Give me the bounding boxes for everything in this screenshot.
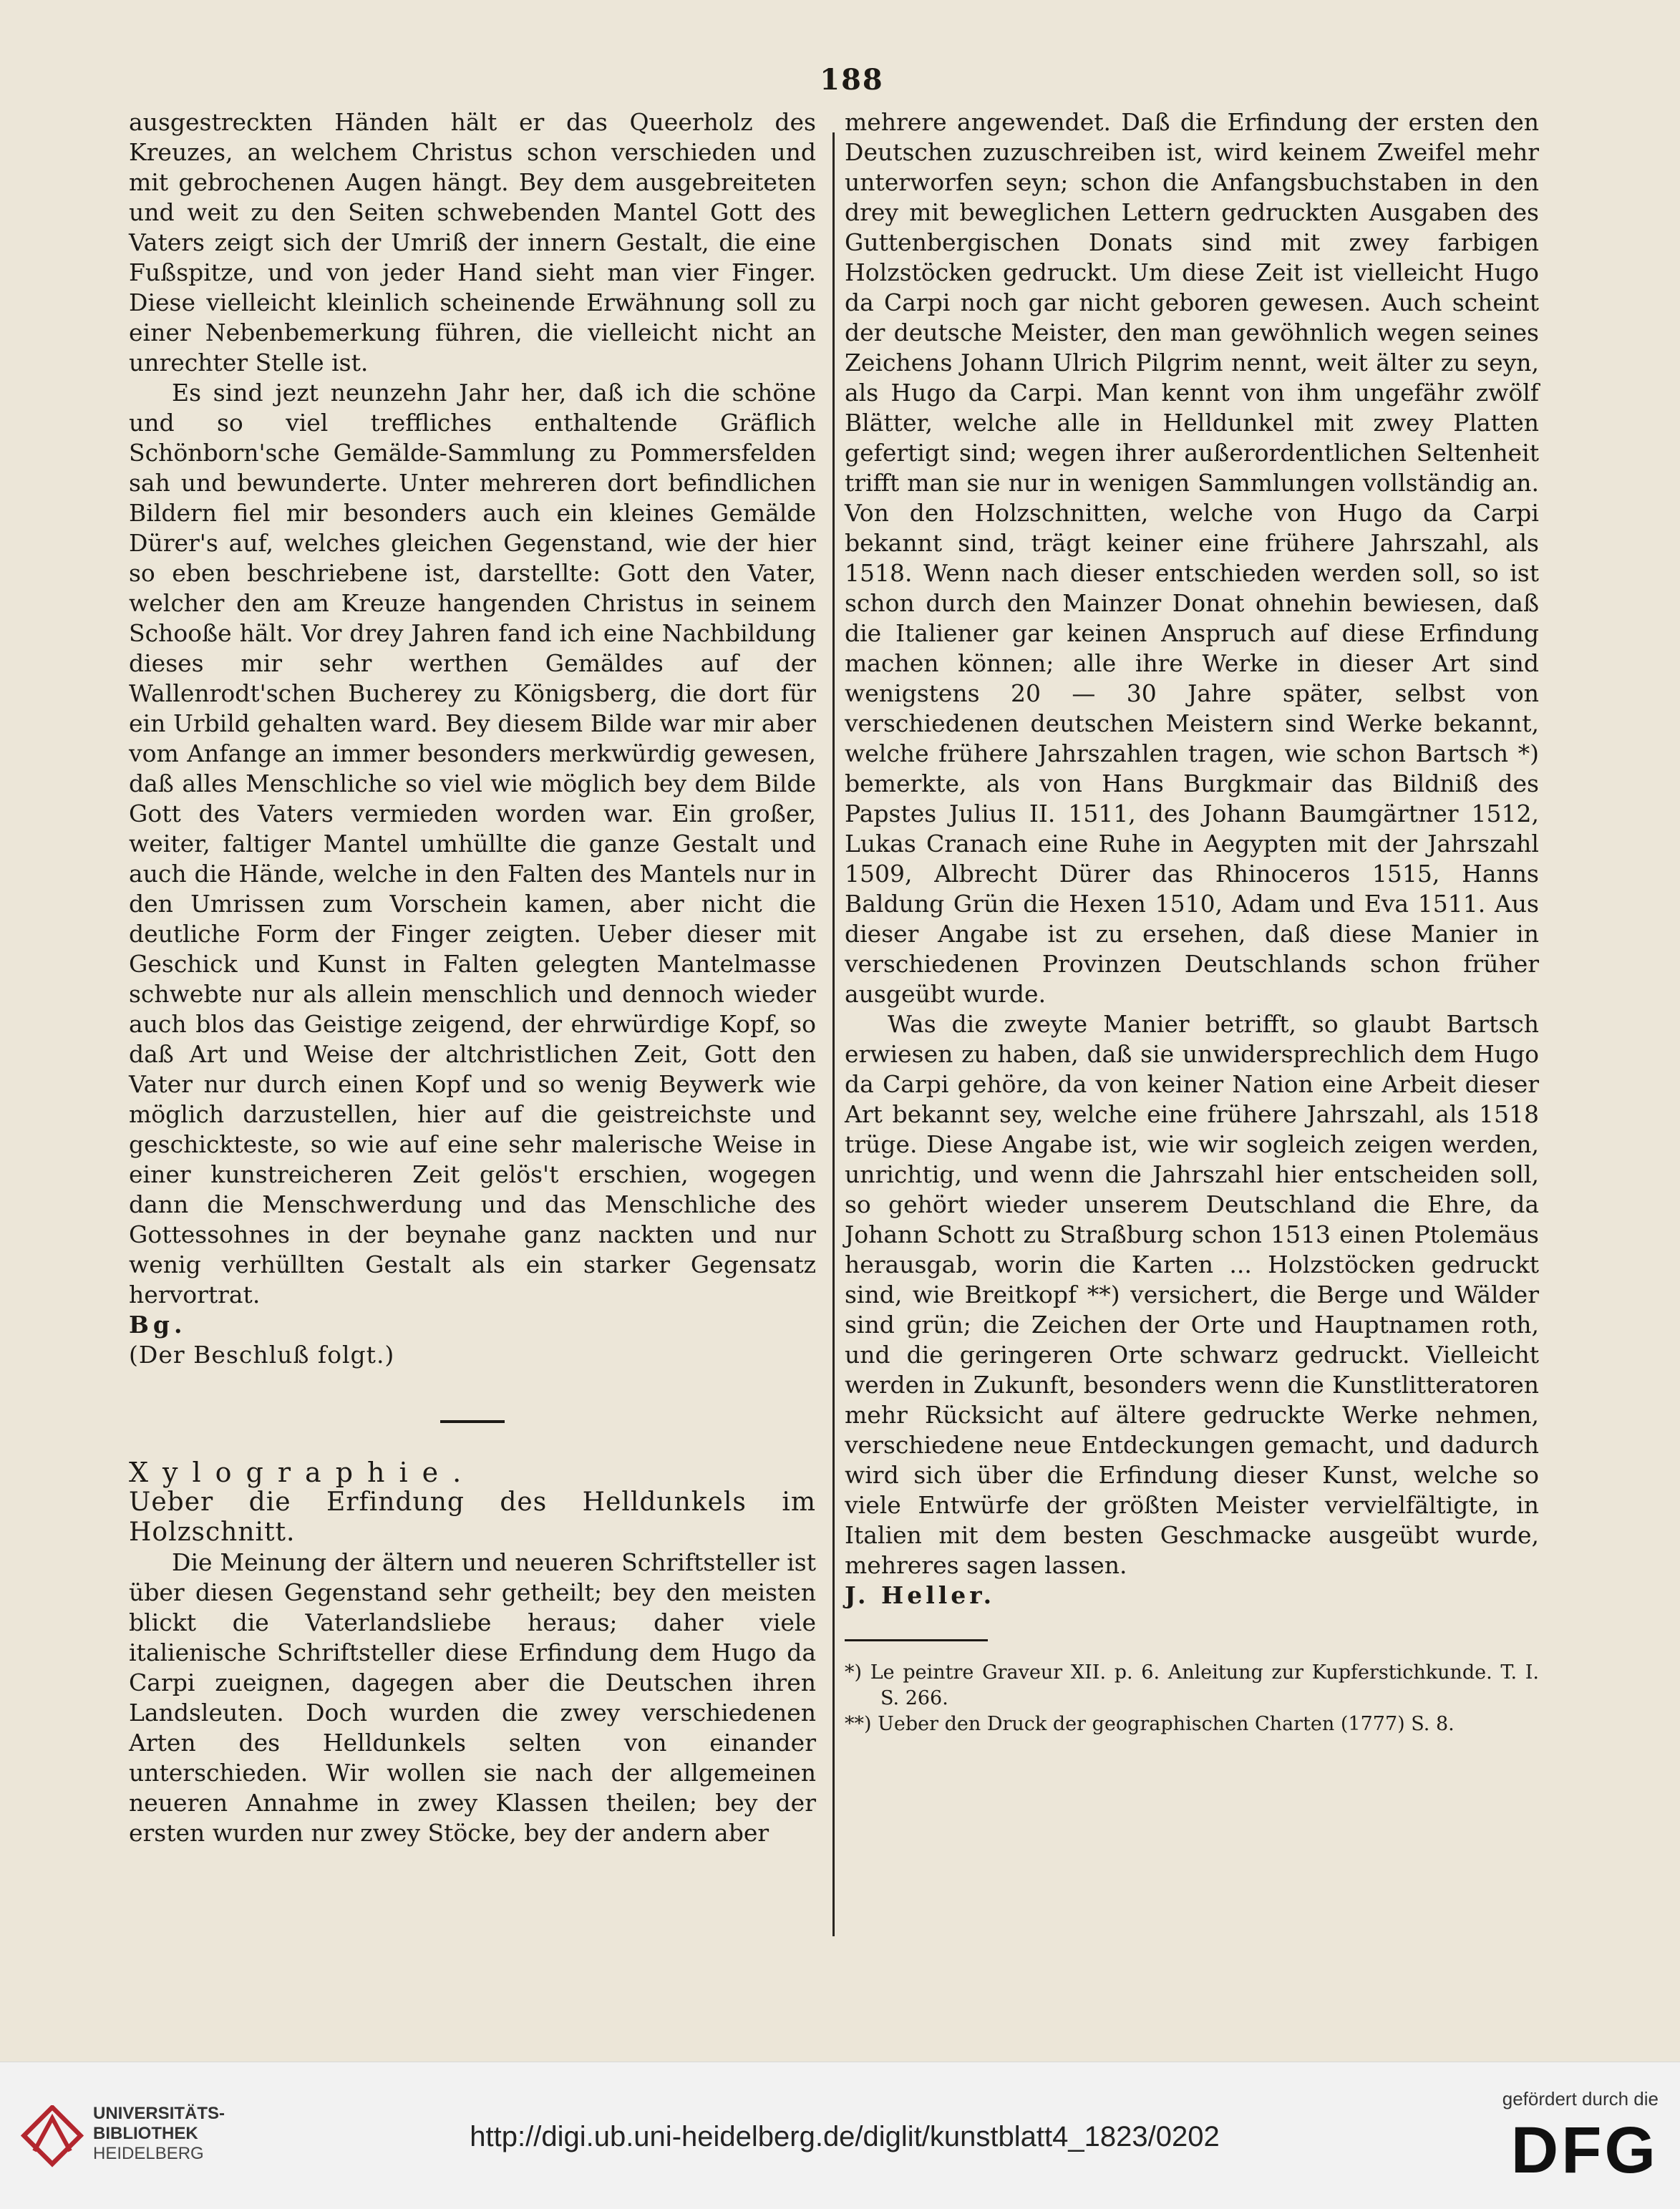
footnote-two: **) Ueber den Druck der geographischen Charten (1777) S. 8. [845,1713,1455,1735]
section-heading: Xylographie. [129,1457,476,1488]
document-url[interactable]: http://digi.ub.uni-heidelberg.de/diglit/kunstblatt4_1823/0202 [470,2121,1220,2152]
continued-note: (Der Beschluß folgt.) [129,1341,395,1369]
left-column [129,107,816,1848]
section-divider [440,1420,505,1423]
footnote-rule [845,1639,988,1641]
library-name [93,2104,225,2164]
section-subheading: Ueber die Erfindung des Helldunkels im Holzschnitt. [129,1487,816,1547]
funded-by-label: gefördert durch die [1502,2088,1659,2110]
section-paragraph: Die Meinung der ältern und neueren Schriftsteller ist über diesen Gegenstand sehr getheilt; bey den meisten blickt die Vaterlandsliebe heraus; daher viele italienische Schriftsteller diese Erfindung dem Hugo da Carpi zueignen, dagegen aber die Deutschen ihren Landsleuten. Doch wurden die zwey verschiedenen Arten des Helldunkels selten von einander unterschieden. Wir wollen sie nach der allgemeinen neueren Annahme in zwey Klassen theilen; bey der ersten wurden nur zwey Stöcke, bey der andern aber [129,1548,816,1847]
right-column [845,107,1539,1737]
footer-bar [0,2062,1680,2209]
library-line-3: HEIDELBERG [93,2144,204,2163]
page-number: 188 [820,63,884,97]
right-paragraph-two: Was die zweyte Manier betrifft, so glaubt Bartsch erwiesen zu haben, daß sie unwidersprechlich dem Hugo da Carpi gehöre, da von keiner Nation eine Arbeit dieser Art bekannt sey, welche eine frühere Jahrszahl, als 1518 trüge. Diese Angabe ist, wie wir sogleich zeigen werden, unrichtig, und wenn die Jahrszahl hier entscheiden soll, so gehört wieder unserem Deutschland die Ehre, da Johann Schott zu Straßburg schon 1513 einen Ptolemäus herausgab, worin die Karten ... Holzstöcken gedruckt sind, wie Breitkopf **) versichert, die Berge und Wälder sind grün; die Zeichen der Orte und Hauptnamen roth, und die geringeren Orte schwarz gedruckt. Vielleicht werden in Zukunft, besonders wenn die Kunstlitteratoren mehr Rücksicht auf ältere gedruckte Werke nehmen, verschiedene neue Entdeckungen gemacht, und dadurch wird sich über die Erfindung dieser Kunst, welche so viele Entwürfe der größten Meister vervielfältigte, in Italien mit dem besten Geschmacke ausgeübt wurde, mehreres sagen lassen. [845,1010,1539,1579]
funder-block [1502,2088,1659,2188]
right-paragraph-one: mehrere angewendet. Daß die Erfindung der ersten den Deutschen zuzuschreiben ist, wird keinem Zweifel mehr unterworfen seyn; schon die Anfangsbuchstaben in den drey mit beweglichen Lettern gedruckten Ausgaben des Guttenbergischen Donats sind mit zwey farbigen Holzstöcken gedruckt. Um diese Zeit ist vielleicht Hugo da Carpi noch gar nicht geboren gewesen. Auch scheint der deutsche Meister, den man gewöhnlich wegen seines Zeichens Johann Ulrich Pilgrim nennt, weit älter zu seyn, als Hugo da Carpi. Man kennt von ihm ungefähr zwölf Blätter, welche alle in Helldunkel mit zwey Platten gefertigt sind; wegen ihrer außerordentlichen Seltenheit trifft man sie nur in wenigen Sammlungen vollständig an. Von den Holzschnitten, welche von Hugo da Carpi bekannt sind, trägt keiner eine frühere Jahrszahl, als 1518. Wenn nach dieser entschieden werden soll, so ist schon durch den Mainzer Donat ohnehin bewiesen, daß die Italiener gar keinen Anspruch auf diese Erfindung machen können; alle ihre Werke in dieser Art sind wenigstens 20 — 30 Jahre später, selbst von verschiedenen deutschen Meistern sind Werke bekannt, welche frühere Jahrszahlen tragen, wie schon Bartsch *) bemerkte, als von Hans Burgkmair das Bildniß des Papstes Julius II. 1511, des Johann Baumgärtner 1512, Lukas Cranach eine Ruhe in Aegypten mit der Jahrszahl 1509, Albrecht Dürer das Rhinoceros 1515, Hanns Baldung Grün die Hexen 1510, Adam und Eva 1511. Aus dieser Angabe ist zu ersehen, daß diese Manier in verschiedenen Provinzen Deutschlands schon früher ausgeübt wurde. [845,108,1539,1008]
dfg-logo[interactable]: DFG [1510,2114,1659,2187]
library-line-2: BIBLIOTHEK [93,2124,198,2143]
footnote-one: *) Le peintre Graveur XII. p. 6. Anleitung zur Kupferstichkunde. T. I. S. 266. [845,1661,1539,1709]
column-divider [832,132,835,1936]
second-paragraph: Es sind jezt neunzehn Jahr her, daß ich die schöne und so viel treffliches enthaltende Gräflich Schönborn'sche Gemälde-Sammlung zu Pommersfelden sah und bewunderte. Unter mehreren dort befindlichen Bildern fiel mir besonders auch ein kleines Gemälde Dürer's auf, welches gleichen Gegenstand, wie der hier so eben beschriebene ist, darstellte: Gott den Vater, welcher den am Kreuze hangenden Christus in seinem Schooße hält. Vor drey Jahren fand ich eine Nachbildung dieses mir sehr werthen Gemäldes auf der Wallenrodt'schen Bucherey zu Königsberg, die dort für ein Urbild gehalten ward. Bey diesem Bilde war mir aber vom Anfange an immer besonders merkwürdig gewesen, daß alles Menschliche so viel wie möglich bey dem Bilde Gott des Vaters vermieden worden war. Ein großer, weiter, faltiger Mantel umhüllte die ganze Gestalt und auch die Hände, welche in den Falten des Mantels nur in den Umrissen zum Vorschein kamen, aber nicht die deutliche Form der Finger zeigten. Ueber dieser mit Geschick und Kunst in Falten gelegten Mantelmasse schwebte nur als allein menschlich und dennoch wieder auch blos das Geistige zeigend, der ehrwürdige Kopf, so daß Art und Weise der altchristlichen Zeit, Gott den Vater nur durch einen Kopf und so wenig Beywerk wie möglich darzustellen, hier auf die geistreichste und geschickteste, so wie auf eine sehr malerische Weise in einer kunstreicheren Zeit gelös't erschien, wogegen dann die Menschwerdung und das Menschliche des Gottessohnes in der beynahe ganz nackten und nur wenig verhüllten Gestalt als ein starker Gegensatz hervortrat. [129,379,816,1309]
author-signature: J. Heller. [845,1581,996,1609]
intro-paragraph: ausgestreckten Händen hält er das Queerholz des Kreuzes, an welchem Christus schon verschieden und mit gebrochenen Augen hängt. Bey dem ausgebreiteten und weit zu den Seiten schwebenden Mantel Gott des Vaters zeigt sich der Umriß der innern Gestalt, die eine Fußspitze, und von jeder Hand sieht man vier Finger. Diese vielleicht kleinlich scheinende Erwähnung soll zu einer Nebenbemerkung führen, die vielleicht nicht an unrechter Stelle ist. [129,108,816,377]
library-line-1: UNIVERSITÄTS- [93,2104,225,2123]
article-signature: Bg. [129,1311,187,1339]
university-library-logo-icon [20,2105,84,2170]
